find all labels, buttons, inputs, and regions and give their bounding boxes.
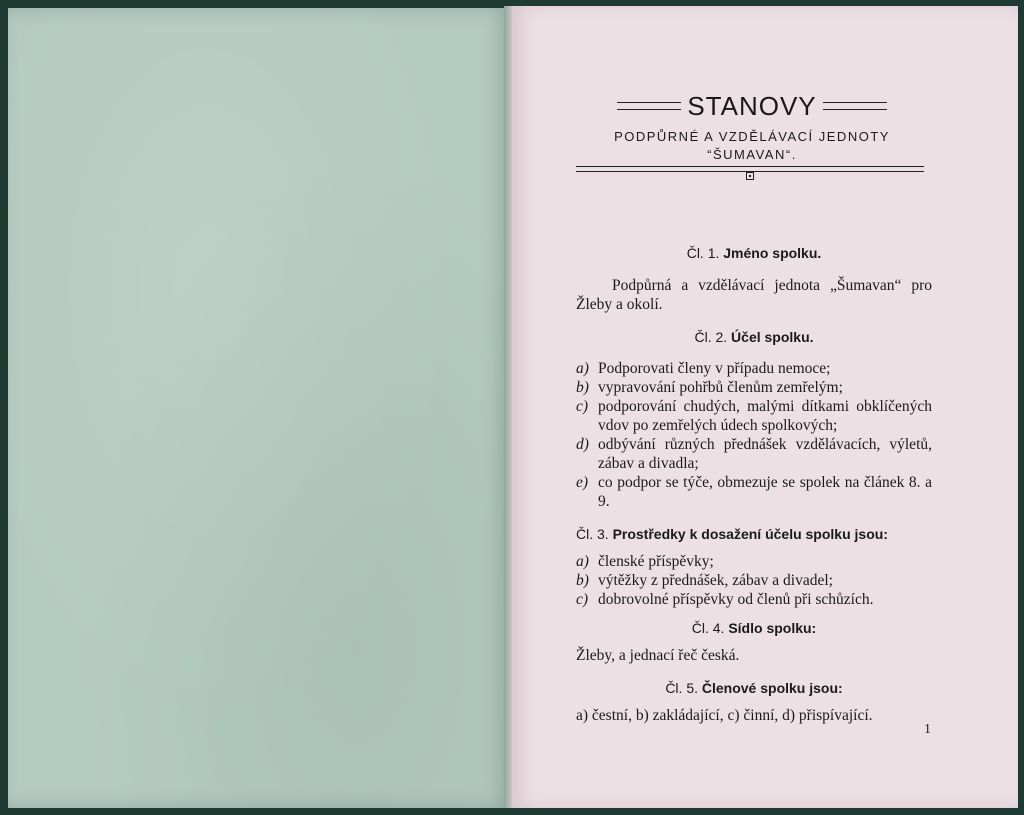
list-item: [576, 571, 932, 590]
article-title: Prostředky k dosažení účelu spolku jsou:: [612, 526, 888, 542]
list-item: [576, 378, 932, 397]
list-marker: b): [576, 572, 589, 589]
article-title: Účel spolku.: [731, 329, 814, 345]
left-page-blank: [8, 8, 508, 808]
list-text: dobrovolné příspěvky od členů při schůzích.: [598, 591, 874, 608]
article-3-heading: [576, 525, 932, 544]
right-page: [512, 6, 1018, 808]
subtitle-line-2: “ŠUMAVAN“.: [707, 147, 797, 162]
ornament-icon: [746, 172, 754, 180]
list-item: [576, 590, 932, 609]
list-item: [576, 435, 932, 473]
list-item: [576, 397, 932, 435]
list-text: co podpor se týče, obmezuje se spolek na článek 8. a 9.: [598, 474, 932, 510]
article-title: Členové spolku jsou:: [701, 680, 843, 696]
list-text: Podporovati členy v případu nemoce;: [598, 360, 831, 377]
list-item: [576, 359, 932, 378]
article-1-heading: [576, 244, 932, 263]
article-5-heading: [576, 679, 932, 698]
list-marker: a): [576, 360, 589, 377]
list-marker: c): [576, 398, 589, 415]
list-marker: b): [576, 379, 589, 396]
list-marker: e): [576, 474, 589, 491]
article-5-text: a) čestní, b) zakládající, c) činní, d) přispívající.: [576, 707, 873, 724]
list-text: členské příspěvky;: [598, 553, 714, 570]
title-block: [602, 88, 902, 124]
list-marker: d): [576, 436, 589, 453]
list-text: vypravování pohřbů členům zemřelým;: [598, 379, 843, 396]
list-item: [576, 473, 932, 511]
list-text: podporování chudých, malými dítkami obklíčených vdov po zemřelých údech spolkových;: [598, 398, 932, 434]
article-2-heading: [576, 328, 932, 347]
title-rule-right: [823, 102, 887, 110]
article-2-list: [576, 359, 932, 511]
paper-texture: [8, 8, 508, 808]
subtitle-line-1: PODPŮRNÉ A VZDĚLÁVACÍ JEDNOTY: [614, 129, 890, 144]
article-4-text: Žleby, a jednací řeč česká.: [576, 647, 740, 664]
article-title: Jméno spolku.: [723, 245, 822, 261]
page-number: 1: [924, 722, 931, 737]
list-text: odbývání různých přednášek vzdělávacích, výletů, zábav a divadla;: [598, 436, 932, 472]
list-item: [576, 552, 932, 571]
article-1-text: Podpůrná a vzdělávací jednota „Šumavan“ pro Žleby a okolí.: [576, 277, 932, 313]
article-number: Čl. 4.: [691, 620, 725, 636]
article-3-list: [576, 552, 932, 609]
article-number: Čl. 3.: [576, 526, 609, 542]
list-marker: a): [576, 553, 589, 570]
page-title: STANOVY: [687, 90, 817, 121]
article-number: Čl. 5.: [665, 680, 698, 696]
article-number: Čl. 2.: [694, 329, 728, 345]
article-title: Sídlo spolku:: [728, 620, 817, 636]
list-marker: c): [576, 591, 589, 608]
title-rule-left: [617, 102, 681, 110]
article-4-heading: [576, 619, 932, 638]
article-number: Čl. 1.: [686, 245, 720, 261]
subtitle: [572, 128, 932, 164]
list-text: výtěžky z přednášek, zábav a divadel;: [598, 572, 833, 589]
statutes-body: [576, 244, 932, 725]
